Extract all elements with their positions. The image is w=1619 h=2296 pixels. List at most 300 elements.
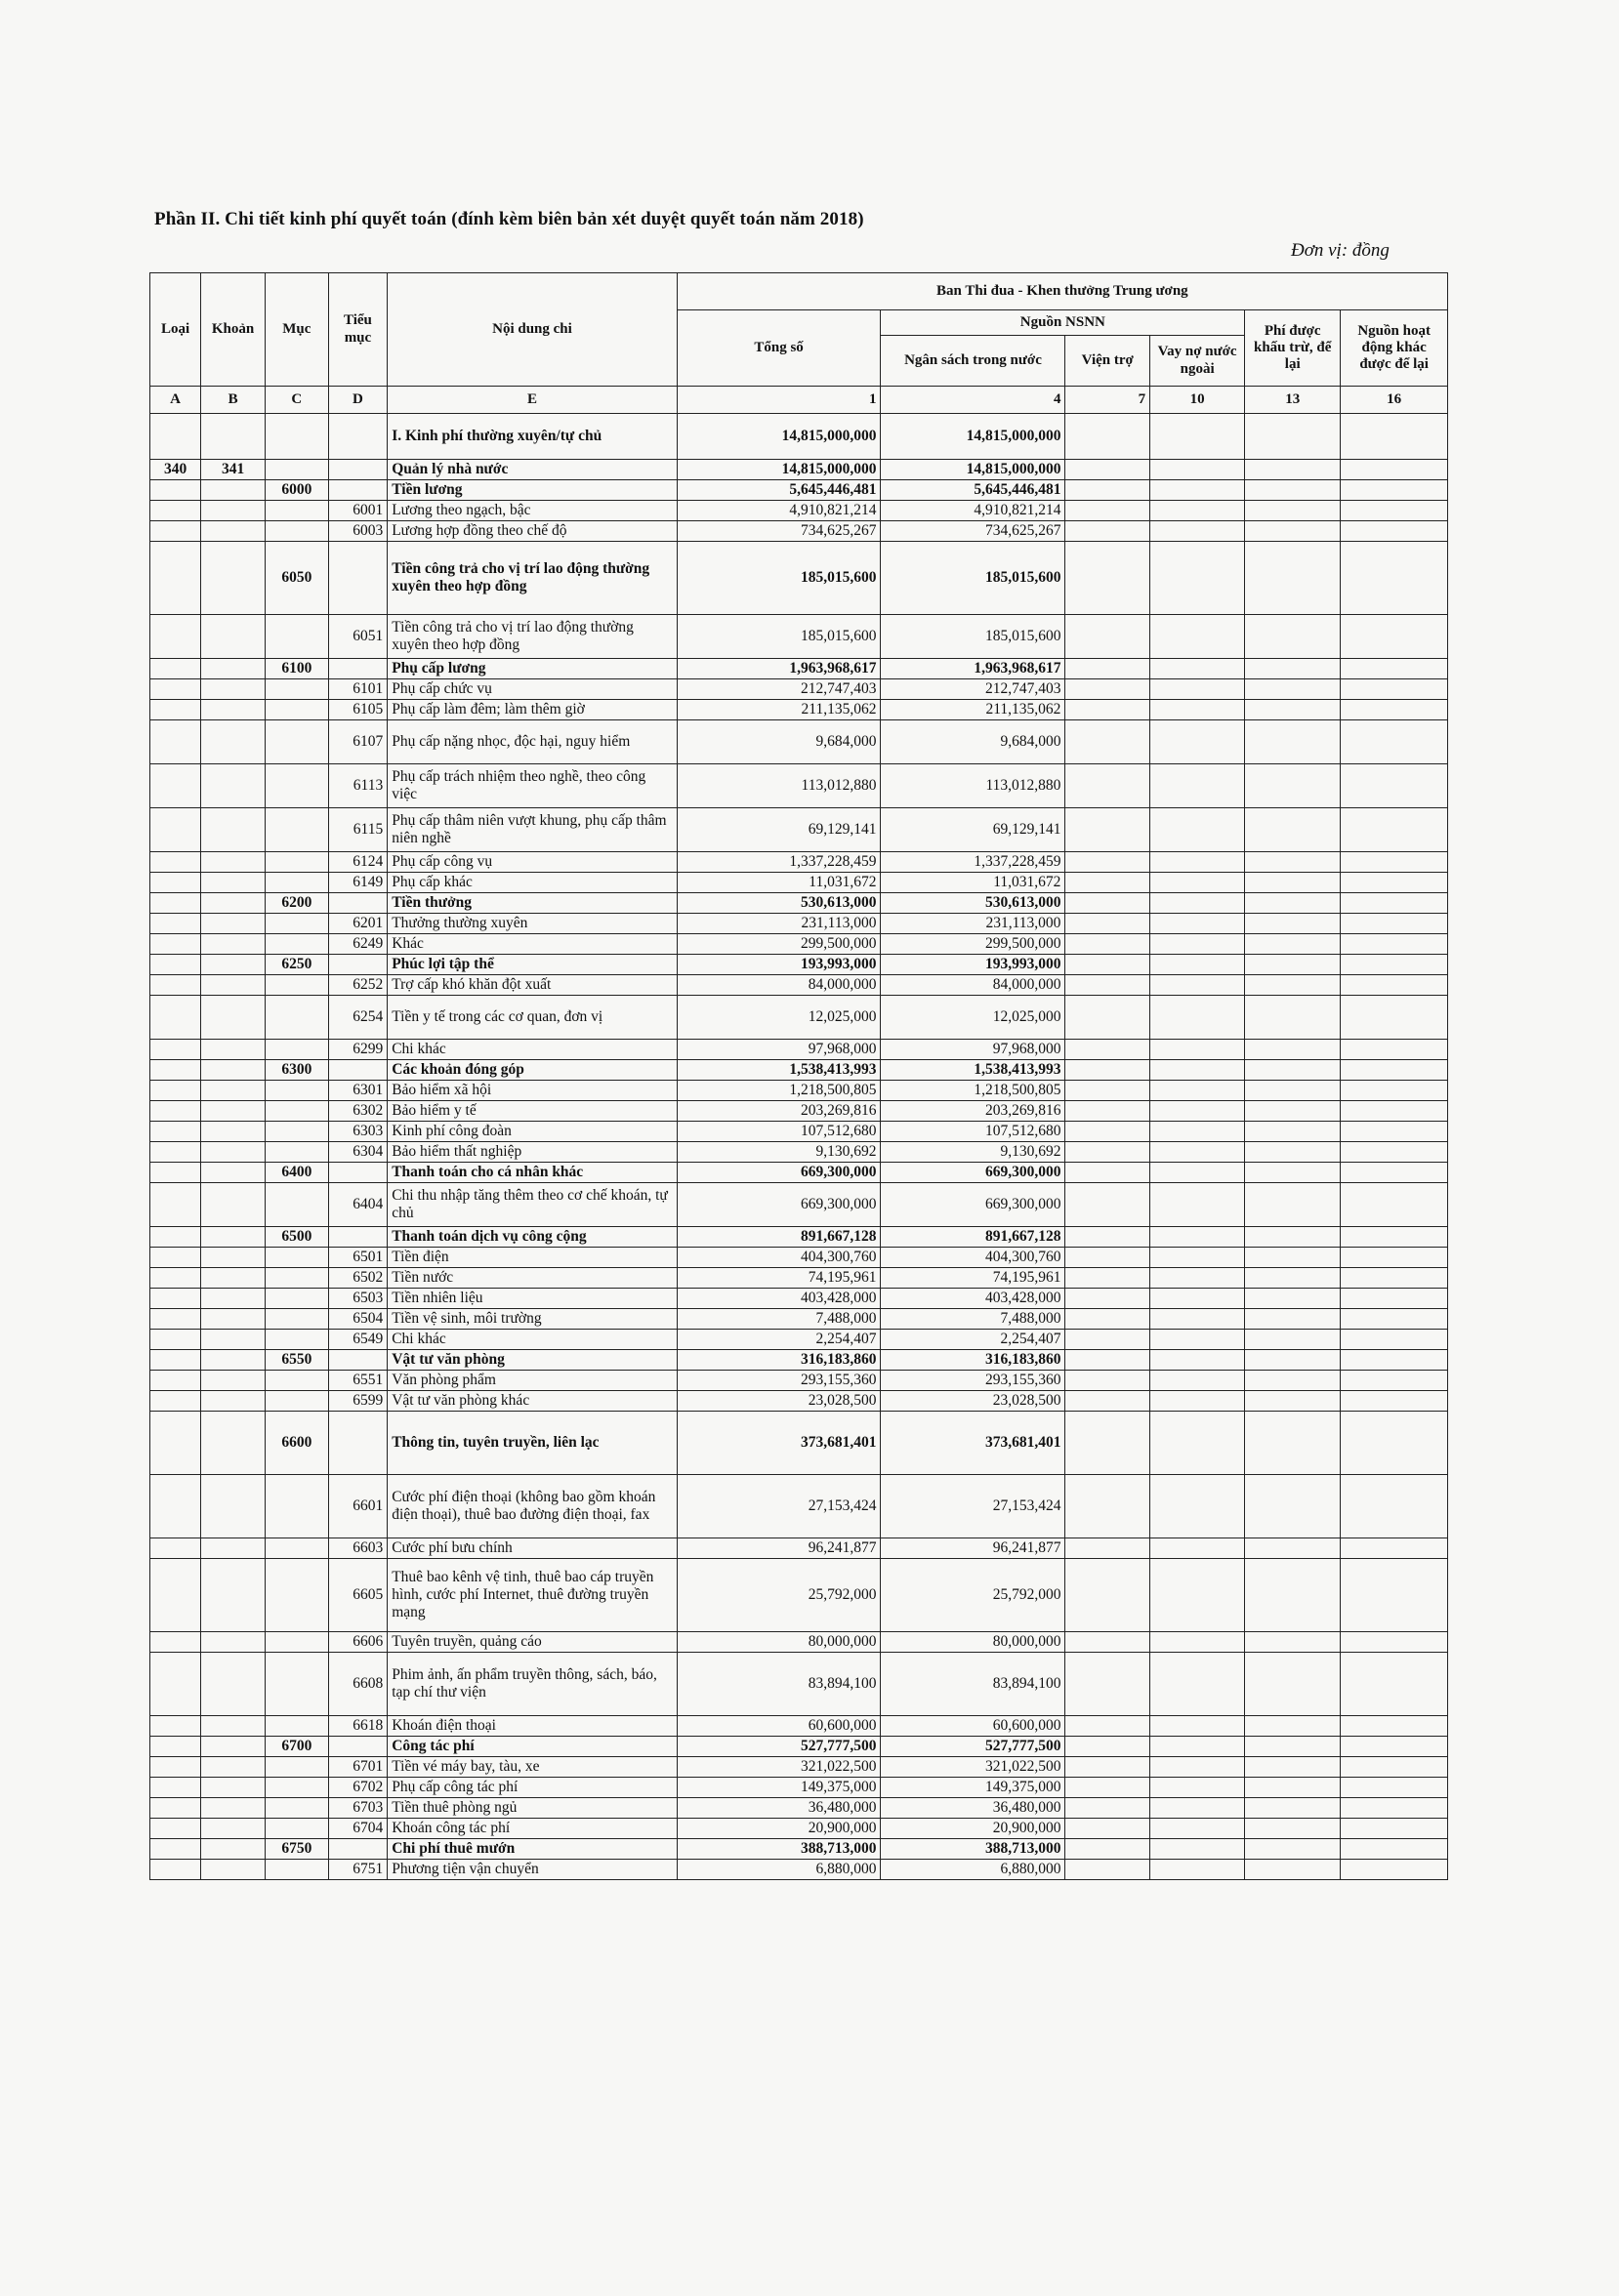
cell-loai (150, 501, 201, 521)
table-row (150, 1798, 1448, 1819)
cell-nguon-khac (1341, 1060, 1448, 1081)
cell-phi-duoc (1245, 1757, 1341, 1778)
cell-noi-dung: Khoán điện thoại (388, 1716, 677, 1737)
table-row (150, 1716, 1448, 1737)
cell-tieu-muc (328, 893, 388, 914)
cell-ngan-sach: 4,910,821,214 (881, 501, 1065, 521)
cell-tong-so: 316,183,860 (677, 1350, 881, 1371)
col-tieu-muc: Tiểu mục (328, 273, 388, 387)
cell-vien-tro (1065, 1737, 1150, 1757)
cell-khoan (201, 1183, 266, 1227)
cell-muc (265, 975, 328, 996)
cell-khoan (201, 1839, 266, 1860)
cell-tong-so: 7,488,000 (677, 1309, 881, 1330)
cell-nguon-khac (1341, 521, 1448, 542)
cell-muc (265, 1559, 328, 1632)
table-row (150, 975, 1448, 996)
cell-noi-dung: Các khoản đóng góp (388, 1060, 677, 1081)
cell-loai (150, 1309, 201, 1330)
table-row (150, 1391, 1448, 1412)
cell-vien-tro (1065, 700, 1150, 720)
cell-khoan (201, 1475, 266, 1538)
cell-noi-dung: Lương hợp đồng theo chế độ (388, 521, 677, 542)
cell-vien-tro (1065, 1391, 1150, 1412)
cell-phi-duoc (1245, 852, 1341, 873)
cell-loai (150, 720, 201, 764)
cell-tong-so: 212,747,403 (677, 679, 881, 700)
cell-vay-no (1150, 1101, 1245, 1122)
cell-ngan-sach: 27,153,424 (881, 1475, 1065, 1538)
table-row (150, 1737, 1448, 1757)
cell-noi-dung: Cước phí điện thoại (không bao gồm khoán điện thoại), thuê bao đường điện thoại, fax (388, 1475, 677, 1538)
cell-muc: 6000 (265, 480, 328, 501)
cell-phi-duoc (1245, 1716, 1341, 1737)
cell-noi-dung: Công tác phí (388, 1737, 677, 1757)
table-row (150, 1757, 1448, 1778)
cell-tieu-muc: 6599 (328, 1391, 388, 1412)
cell-tieu-muc (328, 414, 388, 460)
cell-khoan (201, 764, 266, 808)
cell-nguon-khac (1341, 1350, 1448, 1371)
cell-tong-so: 527,777,500 (677, 1737, 881, 1757)
table-header (150, 273, 1448, 414)
cell-muc (265, 1716, 328, 1737)
cell-phi-duoc (1245, 1122, 1341, 1142)
cell-vay-no (1150, 1757, 1245, 1778)
cell-muc: 6300 (265, 1060, 328, 1081)
cell-noi-dung: Tiền nước (388, 1268, 677, 1289)
page-title: Phần II. Chi tiết kinh phí quyết toán (đính kèm biên bản xét duyệt quyết toán năm 2018) (154, 209, 864, 229)
cell-nguon-khac (1341, 808, 1448, 852)
cell-vay-no (1150, 1060, 1245, 1081)
cell-noi-dung: Quản lý nhà nước (388, 460, 677, 480)
cell-phi-duoc (1245, 1391, 1341, 1412)
cell-tong-so: 69,129,141 (677, 808, 881, 852)
cell-vien-tro (1065, 1268, 1150, 1289)
cell-loai (150, 914, 201, 934)
table-row (150, 501, 1448, 521)
cell-tieu-muc: 6549 (328, 1330, 388, 1350)
cell-loai (150, 1412, 201, 1475)
cell-tieu-muc (328, 1060, 388, 1081)
cell-tieu-muc: 6751 (328, 1860, 388, 1880)
cell-phi-duoc (1245, 1632, 1341, 1653)
cell-tieu-muc: 6254 (328, 996, 388, 1040)
cell-tieu-muc: 6201 (328, 914, 388, 934)
cell-tieu-muc: 6001 (328, 501, 388, 521)
cell-tong-so: 20,900,000 (677, 1819, 881, 1839)
cell-ngan-sach: 373,681,401 (881, 1412, 1065, 1475)
cell-nguon-khac (1341, 679, 1448, 700)
cell-muc: 6750 (265, 1839, 328, 1860)
cell-muc (265, 1268, 328, 1289)
cell-ngan-sach: 185,015,600 (881, 542, 1065, 615)
table-row (150, 1248, 1448, 1268)
cell-tong-so: 2,254,407 (677, 1330, 881, 1350)
cell-noi-dung: Phụ cấp nặng nhọc, độc hại, nguy hiểm (388, 720, 677, 764)
cell-vien-tro (1065, 1412, 1150, 1475)
cell-tieu-muc: 6107 (328, 720, 388, 764)
cell-phi-duoc (1245, 1183, 1341, 1227)
table-row (150, 1653, 1448, 1716)
cell-tieu-muc: 6704 (328, 1819, 388, 1839)
cell-phi-duoc (1245, 1839, 1341, 1860)
cell-vien-tro (1065, 414, 1150, 460)
cell-noi-dung: Phụ cấp chức vụ (388, 679, 677, 700)
cell-nguon-khac (1341, 873, 1448, 893)
cell-vien-tro (1065, 659, 1150, 679)
cell-nguon-khac (1341, 1040, 1448, 1060)
cell-vien-tro (1065, 914, 1150, 934)
cell-vay-no (1150, 679, 1245, 700)
table-row (150, 1538, 1448, 1559)
cell-muc: 6250 (265, 955, 328, 975)
cell-nguon-khac (1341, 1289, 1448, 1309)
cell-tieu-muc (328, 1350, 388, 1371)
table-row (150, 934, 1448, 955)
cell-loai (150, 1839, 201, 1860)
cell-khoan (201, 1559, 266, 1632)
cell-tong-so: 27,153,424 (677, 1475, 881, 1538)
cell-tieu-muc: 6105 (328, 700, 388, 720)
cell-nguon-khac (1341, 1412, 1448, 1475)
cell-tieu-muc: 6113 (328, 764, 388, 808)
cell-tieu-muc: 6503 (328, 1289, 388, 1309)
cell-muc (265, 521, 328, 542)
cell-phi-duoc (1245, 1289, 1341, 1309)
cell-vien-tro (1065, 1040, 1150, 1060)
cell-phi-duoc (1245, 1081, 1341, 1101)
table-row (150, 955, 1448, 975)
cell-loai (150, 955, 201, 975)
cell-tieu-muc (328, 480, 388, 501)
cell-vien-tro (1065, 1798, 1150, 1819)
cell-nguon-khac (1341, 1778, 1448, 1798)
cell-noi-dung: Chi thu nhập tăng thêm theo cơ chế khoán, tự chủ (388, 1183, 677, 1227)
cell-nguon-khac (1341, 914, 1448, 934)
cell-loai (150, 808, 201, 852)
cell-nguon-khac (1341, 615, 1448, 659)
cell-vay-no (1150, 1183, 1245, 1227)
cell-nguon-khac (1341, 1757, 1448, 1778)
cell-khoan (201, 1289, 266, 1309)
letter-cell: A (150, 387, 201, 414)
cell-nguon-khac (1341, 1183, 1448, 1227)
cell-vay-no (1150, 1737, 1245, 1757)
cell-nguon-khac (1341, 1839, 1448, 1860)
cell-khoan (201, 1737, 266, 1757)
letter-cell: 13 (1245, 387, 1341, 414)
cell-phi-duoc (1245, 1268, 1341, 1289)
cell-nguon-khac (1341, 1081, 1448, 1101)
cell-muc (265, 1475, 328, 1538)
cell-nguon-khac (1341, 700, 1448, 720)
cell-tong-so: 1,218,500,805 (677, 1081, 881, 1101)
cell-noi-dung: Phim ảnh, ấn phẩm truyền thông, sách, báo, tạp chí thư viện (388, 1653, 677, 1716)
cell-tieu-muc: 6303 (328, 1122, 388, 1142)
cell-tieu-muc (328, 1737, 388, 1757)
cell-phi-duoc (1245, 1330, 1341, 1350)
cell-vien-tro (1065, 1778, 1150, 1798)
cell-nguon-khac (1341, 1142, 1448, 1163)
table-row (150, 1268, 1448, 1289)
cell-tieu-muc: 6051 (328, 615, 388, 659)
cell-muc (265, 1330, 328, 1350)
cell-nguon-khac (1341, 934, 1448, 955)
cell-khoan (201, 1412, 266, 1475)
table-row (150, 996, 1448, 1040)
cell-vay-no (1150, 659, 1245, 679)
cell-nguon-khac (1341, 1653, 1448, 1716)
cell-muc (265, 1101, 328, 1122)
cell-tong-so: 293,155,360 (677, 1371, 881, 1391)
cell-noi-dung: Phụ cấp thâm niên vượt khung, phụ cấp thâm niên nghề (388, 808, 677, 852)
cell-khoan (201, 1122, 266, 1142)
cell-vay-no (1150, 1798, 1245, 1819)
table-body (150, 414, 1448, 1880)
cell-muc (265, 501, 328, 521)
table-row (150, 1122, 1448, 1142)
cell-khoan (201, 1653, 266, 1716)
cell-loai (150, 1819, 201, 1839)
table-row (150, 1330, 1448, 1350)
cell-noi-dung: Chi phí thuê mướn (388, 1839, 677, 1860)
cell-loai (150, 1142, 201, 1163)
cell-muc: 6200 (265, 893, 328, 914)
cell-tong-so: 14,815,000,000 (677, 414, 881, 460)
cell-phi-duoc (1245, 1101, 1341, 1122)
cell-tieu-muc (328, 1412, 388, 1475)
cell-muc (265, 1798, 328, 1819)
col-tong-so: Tổng số (677, 310, 881, 387)
cell-phi-duoc (1245, 659, 1341, 679)
table-row (150, 1839, 1448, 1860)
cell-loai (150, 934, 201, 955)
cell-nguon-khac (1341, 480, 1448, 501)
cell-khoan (201, 975, 266, 996)
cell-khoan (201, 852, 266, 873)
cell-tieu-muc (328, 955, 388, 975)
col-vien-tro: Viện trợ (1065, 336, 1150, 387)
cell-khoan (201, 1632, 266, 1653)
col-phi-duoc: Phí được khấu trừ, để lại (1245, 310, 1341, 387)
cell-loai (150, 1475, 201, 1538)
cell-khoan (201, 914, 266, 934)
cell-khoan (201, 1538, 266, 1559)
cell-noi-dung: Phúc lợi tập thể (388, 955, 677, 975)
org-header: Ban Thi đua - Khen thưởng Trung ương (677, 273, 1447, 310)
cell-tong-so: 14,815,000,000 (677, 460, 881, 480)
cell-ngan-sach: 14,815,000,000 (881, 460, 1065, 480)
cell-loai (150, 679, 201, 700)
cell-tieu-muc: 6149 (328, 873, 388, 893)
cell-tieu-muc: 6501 (328, 1248, 388, 1268)
cell-loai (150, 1757, 201, 1778)
cell-vien-tro (1065, 1248, 1150, 1268)
cell-tieu-muc: 6115 (328, 808, 388, 852)
cell-tong-so: 60,600,000 (677, 1716, 881, 1737)
cell-vay-no (1150, 1330, 1245, 1350)
cell-phi-duoc (1245, 501, 1341, 521)
cell-vien-tro (1065, 975, 1150, 996)
cell-ngan-sach: 1,538,413,993 (881, 1060, 1065, 1081)
cell-vien-tro (1065, 1227, 1150, 1248)
cell-khoan (201, 1142, 266, 1163)
table-row (150, 1060, 1448, 1081)
cell-nguon-khac (1341, 1716, 1448, 1737)
table-row (150, 1081, 1448, 1101)
cell-khoan (201, 1350, 266, 1371)
cell-muc: 6100 (265, 659, 328, 679)
cell-ngan-sach: 20,900,000 (881, 1819, 1065, 1839)
cell-noi-dung: Tiền công trả cho vị trí lao động thường xuyên theo hợp đồng (388, 615, 677, 659)
cell-ngan-sach: 212,747,403 (881, 679, 1065, 700)
table-row (150, 1559, 1448, 1632)
cell-khoan (201, 720, 266, 764)
cell-nguon-khac (1341, 893, 1448, 914)
cell-nguon-khac (1341, 1538, 1448, 1559)
cell-phi-duoc (1245, 1778, 1341, 1798)
cell-khoan (201, 873, 266, 893)
cell-vien-tro (1065, 1371, 1150, 1391)
cell-ngan-sach: 9,684,000 (881, 720, 1065, 764)
cell-khoan (201, 1778, 266, 1798)
report-table (149, 272, 1448, 1880)
cell-tong-so: 231,113,000 (677, 914, 881, 934)
cell-phi-duoc (1245, 934, 1341, 955)
cell-noi-dung: Lương theo ngạch, bậc (388, 501, 677, 521)
cell-vay-no (1150, 501, 1245, 521)
cell-vay-no (1150, 1309, 1245, 1330)
table-row (150, 659, 1448, 679)
cell-phi-duoc (1245, 975, 1341, 996)
cell-vay-no (1150, 764, 1245, 808)
table-row (150, 873, 1448, 893)
cell-vay-no (1150, 873, 1245, 893)
cell-tieu-muc (328, 659, 388, 679)
cell-muc (265, 1778, 328, 1798)
cell-tong-so: 149,375,000 (677, 1778, 881, 1798)
cell-tieu-muc: 6551 (328, 1371, 388, 1391)
cell-muc (265, 615, 328, 659)
cell-tong-so: 36,480,000 (677, 1798, 881, 1819)
cell-vien-tro (1065, 460, 1150, 480)
cell-phi-duoc (1245, 414, 1341, 460)
cell-phi-duoc (1245, 1819, 1341, 1839)
cell-noi-dung: Thanh toán cho cá nhân khác (388, 1163, 677, 1183)
cell-noi-dung: Phụ cấp làm đêm; làm thêm giờ (388, 700, 677, 720)
cell-ngan-sach: 404,300,760 (881, 1248, 1065, 1268)
cell-ngan-sach: 80,000,000 (881, 1632, 1065, 1653)
cell-phi-duoc (1245, 1475, 1341, 1538)
letter-cell: D (328, 387, 388, 414)
cell-vien-tro (1065, 1632, 1150, 1653)
cell-vay-no (1150, 934, 1245, 955)
cell-tong-so: 96,241,877 (677, 1538, 881, 1559)
cell-muc (265, 1632, 328, 1653)
cell-ngan-sach: 84,000,000 (881, 975, 1065, 996)
cell-muc: 6400 (265, 1163, 328, 1183)
cell-tong-so: 5,645,446,481 (677, 480, 881, 501)
cell-loai (150, 1653, 201, 1716)
cell-tong-so: 74,195,961 (677, 1268, 881, 1289)
cell-muc (265, 720, 328, 764)
cell-ngan-sach: 185,015,600 (881, 615, 1065, 659)
cell-tong-so: 25,792,000 (677, 1559, 881, 1632)
cell-phi-duoc (1245, 1737, 1341, 1757)
cell-khoan (201, 659, 266, 679)
cell-khoan (201, 480, 266, 501)
cell-noi-dung: Tiền thuê phòng ngủ (388, 1798, 677, 1819)
cell-tong-so: 9,130,692 (677, 1142, 881, 1163)
table-row (150, 679, 1448, 700)
table-row (150, 852, 1448, 873)
cell-khoan (201, 1757, 266, 1778)
cell-noi-dung: Trợ cấp khó khăn đột xuất (388, 975, 677, 996)
cell-vien-tro (1065, 955, 1150, 975)
cell-tong-so: 404,300,760 (677, 1248, 881, 1268)
table-row (150, 521, 1448, 542)
cell-phi-duoc (1245, 1798, 1341, 1819)
cell-vien-tro (1065, 1716, 1150, 1737)
cell-muc (265, 460, 328, 480)
table-row (150, 700, 1448, 720)
cell-tong-so: 97,968,000 (677, 1040, 881, 1060)
cell-khoan (201, 996, 266, 1040)
table-row (150, 1778, 1448, 1798)
cell-vay-no (1150, 1227, 1245, 1248)
cell-muc: 6500 (265, 1227, 328, 1248)
cell-phi-duoc (1245, 873, 1341, 893)
cell-vien-tro (1065, 1330, 1150, 1350)
cell-loai (150, 1060, 201, 1081)
cell-vay-no (1150, 1716, 1245, 1737)
cell-noi-dung: Vật tư văn phòng (388, 1350, 677, 1371)
cell-loai (150, 1183, 201, 1227)
cell-loai (150, 1163, 201, 1183)
cell-nguon-khac (1341, 1819, 1448, 1839)
cell-muc (265, 914, 328, 934)
cell-tieu-muc: 6003 (328, 521, 388, 542)
cell-phi-duoc (1245, 1653, 1341, 1716)
cell-nguon-khac (1341, 1737, 1448, 1757)
cell-vay-no (1150, 414, 1245, 460)
cell-vay-no (1150, 1371, 1245, 1391)
cell-loai (150, 996, 201, 1040)
cell-khoan (201, 615, 266, 659)
cell-loai (150, 1860, 201, 1880)
cell-vay-no (1150, 480, 1245, 501)
cell-tieu-muc: 6601 (328, 1475, 388, 1538)
cell-khoan (201, 955, 266, 975)
cell-ngan-sach: 6,880,000 (881, 1860, 1065, 1880)
cell-tong-so: 891,667,128 (677, 1227, 881, 1248)
cell-khoan (201, 1101, 266, 1122)
cell-phi-duoc (1245, 1060, 1341, 1081)
cell-phi-duoc (1245, 1142, 1341, 1163)
cell-ngan-sach: 1,963,968,617 (881, 659, 1065, 679)
cell-loai (150, 1350, 201, 1371)
cell-vay-no (1150, 808, 1245, 852)
cell-tieu-muc: 6299 (328, 1040, 388, 1060)
cell-muc (265, 1142, 328, 1163)
cell-phi-duoc (1245, 460, 1341, 480)
cell-tong-so: 11,031,672 (677, 873, 881, 893)
cell-nguon-khac (1341, 501, 1448, 521)
cell-vay-no (1150, 1350, 1245, 1371)
cell-noi-dung: Phương tiện vận chuyển (388, 1860, 677, 1880)
cell-ngan-sach: 23,028,500 (881, 1391, 1065, 1412)
